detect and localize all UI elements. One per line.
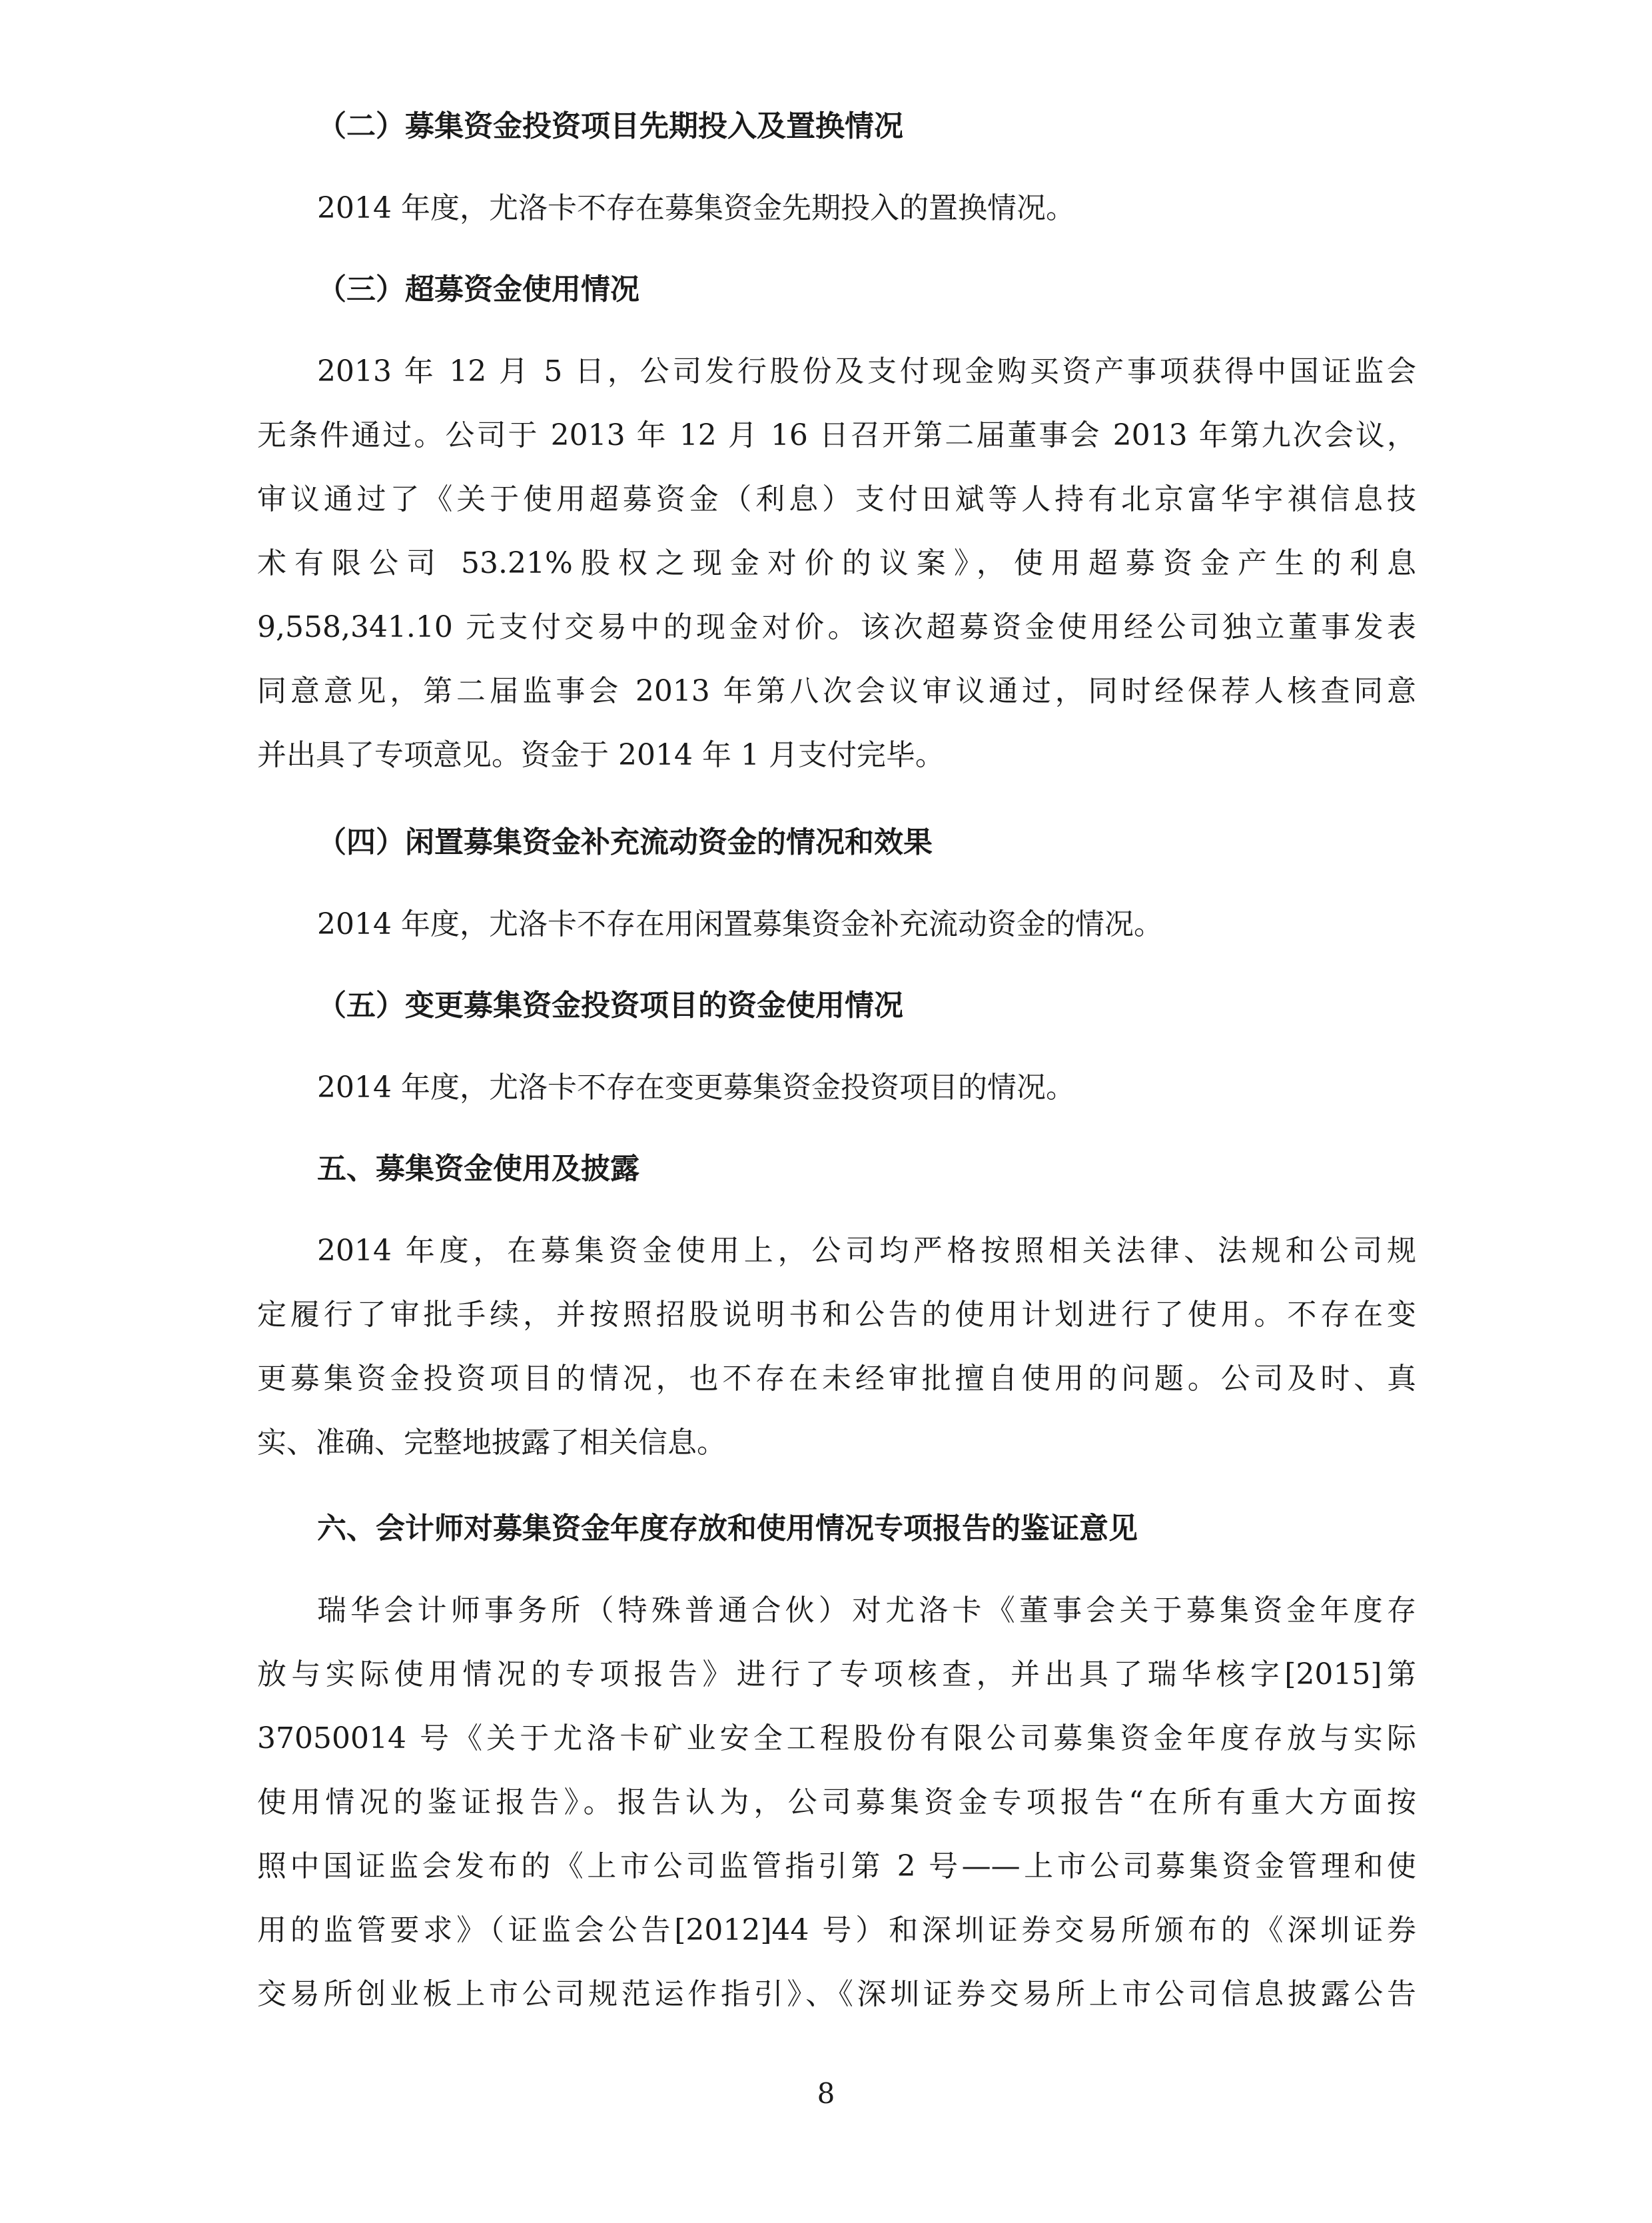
section-heading-auditor-opinion: 六、会计师对募集资金年度存放和使用情况专项报告的鉴证意见: [317, 1512, 1138, 1546]
section-heading-excess-funds: （三）超募资金使用情况: [317, 272, 639, 306]
paragraph-line: 2013 年 12 月 5 日，公司发行股份及支付现金购买资产事项获得中国证监会: [317, 354, 1416, 388]
section-heading-investment-replacement: （二）募集资金投资项目先期投入及置换情况: [317, 109, 903, 143]
paragraph-line: 术有限公司 53.21%股权之现金对价的议案》，使用超募资金产生的利息: [257, 546, 1416, 580]
section-body-excess-funds: [257, 340, 1416, 787]
paragraph-line: 瑞华会计师事务所（特殊普通合伙）对尤洛卡《董事会关于募集资金年度存: [317, 1593, 1416, 1627]
paragraph-line: 9,558,341.10 元支付交易中的现金对价。该次超募资金使用经公司独立董事发表: [257, 610, 1416, 644]
paragraph-line: 照中国证监会发布的《上市公司监管指引第 2 号——上市公司募集资金管理和使: [257, 1849, 1416, 1883]
section-heading-idle-funds: （四）闲置募集资金补充流动资金的情况和效果: [317, 825, 933, 859]
paragraph-line: 2014 年度，尤洛卡不存在用闲置募集资金补充流动资金的情况。: [317, 907, 1163, 941]
paragraph-line: 用的监管要求》（证监会公告[2012]44 号）和深圳证券交易所颁布的《深圳证券: [257, 1913, 1416, 1947]
section-body-investment-replacement: [317, 177, 1416, 240]
paragraph-line: 并出具了专项意见。资金于 2014 年 1 月支付完毕。: [257, 738, 945, 772]
paragraph-line: 定履行了审批手续，并按照招股说明书和公告的使用计划进行了使用。不存在变: [257, 1298, 1416, 1332]
paragraph-line: 37050014 号《关于尤洛卡矿业安全工程股份有限公司募集资金年度存放与实际: [257, 1721, 1416, 1755]
page-number: 8: [817, 2077, 835, 2110]
section-body-use-and-disclosure: [257, 1219, 1416, 1475]
paragraph-line: 2014 年度，在募集资金使用上，公司均严格按照相关法律、法规和公司规: [317, 1234, 1416, 1268]
paragraph-line: 放与实际使用情况的专项报告》进行了专项核查，并出具了瑞华核字[2015]第: [257, 1657, 1416, 1691]
paragraph-line: 2014 年度，尤洛卡不存在募集资金先期投入的置换情况。: [317, 191, 1075, 225]
paragraph-line: 无条件通过。公司于 2013 年 12 月 16 日召开第二届董事会 2013 年第九次会议，: [257, 418, 1416, 452]
section-body-idle-funds: [317, 893, 1416, 957]
section-heading-use-and-disclosure: 五、募集资金使用及披露: [317, 1152, 639, 1186]
section-heading-change-projects: （五）变更募集资金投资项目的资金使用情况: [317, 989, 903, 1023]
paragraph-line: 交易所创业板上市公司规范运作指引》、《深圳证券交易所上市公司信息披露公告: [257, 1977, 1416, 2011]
paragraph-line: 审议通过了《关于使用超募资金（利息）支付田斌等人持有北京富华宇祺信息技: [257, 482, 1416, 516]
paragraph-line: 更募集资金投资项目的情况，也不存在未经审批擅自使用的问题。公司及时、真: [257, 1362, 1416, 1396]
paragraph-line: 实、准确、完整地披露了相关信息。: [257, 1426, 726, 1460]
section-body-change-projects: [317, 1056, 1416, 1120]
paragraph-line: 2014 年度，尤洛卡不存在变更募集资金投资项目的情况。: [317, 1071, 1075, 1105]
section-body-auditor-opinion: [257, 1579, 1416, 2026]
paragraph-line: 同意意见，第二届监事会 2013 年第八次会议审议通过，同时经保荐人核查同意: [257, 674, 1416, 708]
paragraph-line: 使用情况的鉴证报告》。报告认为，公司募集资金专项报告“在所有重大方面按: [257, 1785, 1416, 1819]
